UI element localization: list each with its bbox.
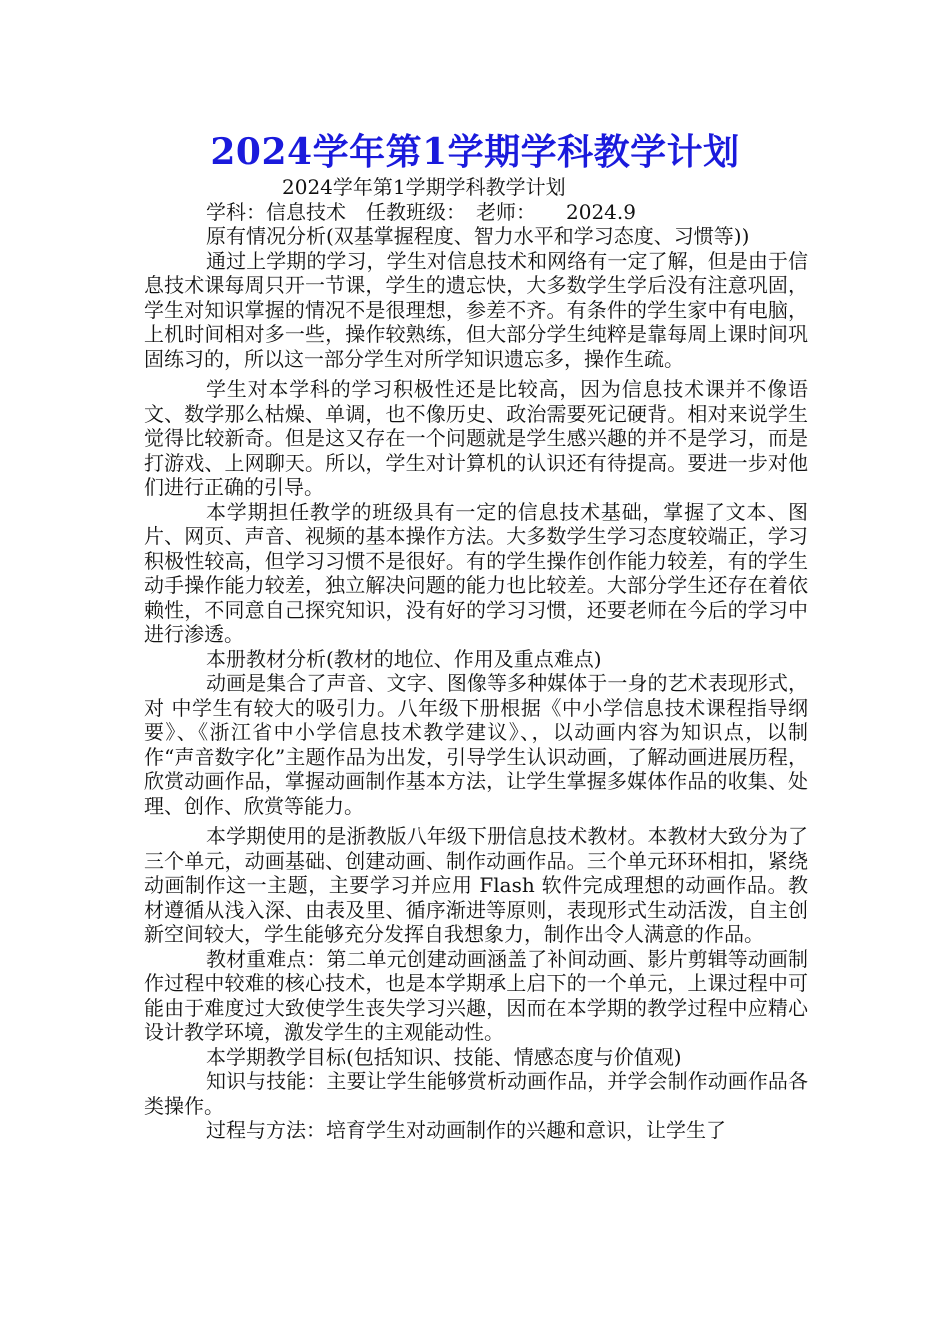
meta-line: 学科：信息技术 任教班级： 老师： 2024.9 (206, 199, 636, 224)
heading-teaching-goals: 本学期教学目标(包括知识、技能、情感态度与价值观) (206, 1044, 682, 1069)
paragraph-5: 本学期使用的是浙教版八年级下册信息技术教材。本教材大致分为了三个单元，动画基础、创建动画、制作动画作品。三个单元环环相扣，紧绕动画制作这一主题，主要学习并应用 Flash 软件完成理想的动画作品。教材遵循从浅入深、由表及里、循序渐进等原则，表现形式生动活泼，自主创新空间较大，学生能够充分发挥自我想象力，制作出令人满意的作品。 (144, 824, 808, 946)
paragraph-4: 动画是集合了声音、文字、图像等多种媒体于一身的艺术表现形式，对 中学生有较大的吸引力。八年级下册根据《中小学信息技术课程指导纲要》、《浙江省中小学信息技术教学建议》、，以动画内容为知识点，以制作“声音数字化”主题作品为出发，引导学生认识动画，了解动画进展历程，欣赏动画作品，掌握动画制作基本方法，让学生掌握多媒体作品的收集、处理、创作、欣赏等能力。 (144, 671, 808, 818)
paragraph-3: 本学期担任教学的班级具有一定的信息技术基础，掌握了文本、图片、网页、声音、视频的基本操作方法。大多数学生学习态度较端正，学习积极性较高，但学习习惯不是很好。有的学生操作创作能力较差，有的学生动手操作能力较差，独立解决问题的能力也比较差。大部分学生还存在着依赖性，不同意自己探究知识，没有好的学习习惯，还要老师在今后的学习中进行渗透。 (144, 499, 808, 646)
paragraph-2: 学生对本学科的学习积极性还是比较高，因为信息技术课并不像语文、数学那么枯燥、单调，也不像历史、政治需要死记硬背。相对来说学生觉得比较新奇。但是这又存在一个问题就是学生感兴趣的并不是学习，而是打游戏、上网聊天。所以，学生对计算机的认识还有待提高。要进一步对他们进行正确的引导。 (144, 377, 808, 499)
subtitle: 2024学年第1学期学科教学计划 (282, 175, 566, 199)
document-title: 2024学年第1学期学科教学计划 (210, 131, 740, 173)
heading-original-situation: 原有情况分析(双基掌握程度、智力水平和学习态度、习惯等)) (206, 224, 750, 248)
document-body (144, 175, 808, 1143)
paragraph-8: 过程与方法：培育学生对动画制作的兴趣和意识，让学生了 (206, 1118, 726, 1142)
paragraph-6: 教材重难点：第二单元创建动画涵盖了补间动画、影片剪辑等动画制作过程中较难的核心技术，也是本学期承上启下的一个单元，上课过程中可能由于难度过大致使学生丧失学习兴趣，因而在本学期的教学过程中应精心设计教学环境，激发学生的主观能动性。 (144, 946, 808, 1044)
heading-textbook-analysis: 本册教材分析(教材的地位、作用及重点难点) (206, 646, 602, 671)
paragraph-7: 知识与技能：主要让学生能够赏析动画作品，并学会制作动画作品各类操作。 (144, 1069, 808, 1118)
paragraph-1: 通过上学期的学习，学生对信息技术和网络有一定了解，但是由于信息技术课每周只开一节课，学生的遗忘快，大多数学生学后没有注意巩固，学生对知识掌握的情况不是很理想，参差不齐。有条件的学生家中有电脑，上机时间相对多一些，操作较熟练，但大部分学生纯粹是靠每周上课时间巩固练习的，所以这一部分学生对所学知识遗忘多，操作生疏。 (144, 248, 808, 371)
